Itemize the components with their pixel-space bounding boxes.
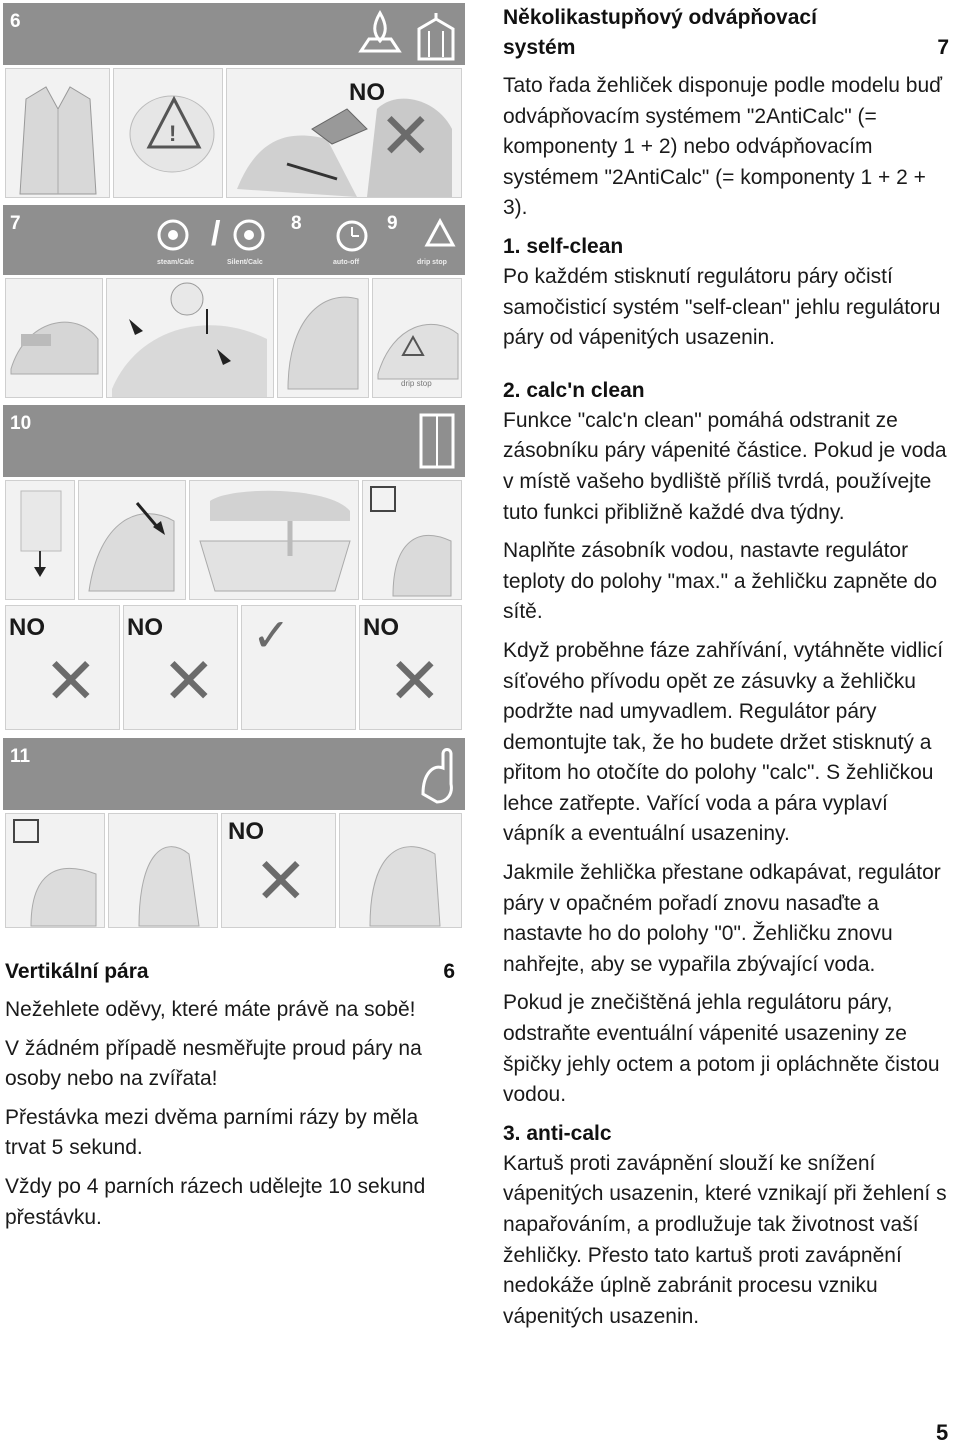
iron-upright-icon xyxy=(109,814,217,927)
vertical-steam-icon xyxy=(353,7,407,63)
calc-clean-paragraph: Funkce "calc'n clean" pomáhá odstranit ze zásobníku páry vápenité částice. Pokud je voda v místě vašeho bydliště příliš tvrdá, používejte tuto funkci přibližně každé dva týdny. xyxy=(503,408,947,524)
paragraph: Přestávka mezi dvěma parními rázy by měla trvat 5 sekund. xyxy=(5,1105,419,1160)
figure-iron-steam xyxy=(339,813,462,928)
section-title-line1: Několikastupňový odvápňovací xyxy=(503,6,817,29)
figure-fill-water xyxy=(5,480,75,600)
prohibited-x-icon: ✕ xyxy=(388,645,442,717)
iron-max-icon xyxy=(79,481,185,599)
iron-top-icon xyxy=(278,279,368,397)
steam-needle-icon xyxy=(107,279,273,397)
icon-caption: auto-off xyxy=(333,259,360,266)
figure-no-4 xyxy=(221,813,336,928)
figure-drip-stop xyxy=(372,278,462,398)
figure-ok xyxy=(241,605,356,730)
figure-band-10 xyxy=(3,405,465,477)
auto-off-clock-icon xyxy=(333,217,371,255)
figure-self-clean-needle xyxy=(106,278,274,398)
no-label: NO xyxy=(363,614,399,641)
calc-clean-paragraph: Pokud je znečištěná jehla regulátoru páry, odstraňte eventuální vápenité usazeniny ze špičky jehly octem a potom ji opláchněte čistou vodou. xyxy=(503,991,940,1107)
slash-separator: / xyxy=(211,215,221,253)
figure-no-2 xyxy=(123,605,238,730)
section-number: 6 xyxy=(443,960,455,983)
self-clean-paragraph: Po každém stisknutí regulátoru páry očistí samočisticí systém "self-clean" jehlu regulátoru páry od vápenitých usazenin. xyxy=(503,264,941,350)
iron-standing-icon xyxy=(363,481,461,599)
checkmark-icon: ✓ xyxy=(252,609,291,661)
section-title-line2: systém xyxy=(503,36,576,59)
illustration-column xyxy=(0,0,468,930)
figure-no-steam-on-person xyxy=(226,68,462,198)
figure-refill xyxy=(5,813,105,928)
figure-standing-iron xyxy=(108,813,218,928)
no-label: NO xyxy=(9,614,45,641)
intro-paragraph: Tato řada žehliček disponuje podle modelu buď odvápňovacím systémem "2AntiCalc" (= komponenty 1 + 2) nebo odvápňovacím systémem "2AntiCalc" (= komponenty 1 + 2 + 3). xyxy=(503,74,943,220)
figure-number-8: 8 xyxy=(291,213,302,234)
paragraph: Nežehlete oděvy, které máte právě na sobě! xyxy=(5,998,416,1021)
calc-clean-device-icon xyxy=(415,411,459,471)
figure-iron-side xyxy=(5,278,103,398)
anti-calc-paragraph: Kartuš proti zavápnění slouží ke snížení vápenitých usazenin, které vznikají při žehlení s napařováním, a prodlužuje tak životnost vaší žehličky. Přesto tato kartuš proti zavápnění nedokáže úplně zabránit procesu vzniku vápenitých usazenin. xyxy=(503,1151,947,1328)
icon-caption: steam/Calc xyxy=(157,259,194,266)
subsection-title-calc-clean: 2. calc'n clean xyxy=(503,378,645,402)
no-label: NO xyxy=(349,79,385,106)
figure-number-11: 11 xyxy=(10,746,31,767)
prohibited-x-icon: ✕ xyxy=(254,845,308,917)
section-heading-row xyxy=(5,957,463,987)
steam-warning-icon xyxy=(114,69,222,197)
figure-band-11 xyxy=(3,738,465,810)
iron-refill-icon xyxy=(6,814,104,927)
figure-jacket xyxy=(5,68,110,198)
figure-auto-off xyxy=(277,278,369,398)
decalcification-section xyxy=(503,3,953,1332)
figure-band-6 xyxy=(3,3,465,65)
hanging-garment-icon xyxy=(411,7,461,63)
prohibited-x-icon: ✕ xyxy=(162,645,216,717)
section-number: 7 xyxy=(937,36,949,59)
svg-text:!: ! xyxy=(169,121,177,146)
figure-no-1 xyxy=(5,605,120,730)
no-label: NO xyxy=(228,818,264,845)
calc-clean-paragraph: Jakmile žehlička přestane odkapávat, regulátor páry v opačném pořadí znovu nasaďte a nastavte ho do polohy "0". Žehličku znovu nahřejte, aby se vypařila zbývající voda. xyxy=(503,861,941,976)
anticalc-icon xyxy=(153,215,193,255)
subsection-title-self-clean: 1. self-clean xyxy=(503,234,624,258)
drip-stop-caption: drip stop xyxy=(401,379,432,388)
figure-number-9: 9 xyxy=(387,213,398,234)
figure-band-7-8-9 xyxy=(3,205,465,275)
prohibited-x-icon: ✕ xyxy=(379,100,433,172)
icon-caption: drip stop xyxy=(417,259,447,266)
calc-clean-paragraph: Naplňte zásobník vodou, nastavte regulátor teploty do polohy "max." a žehličku zapněte do sítě. xyxy=(503,539,938,624)
figure-steam-off xyxy=(362,480,462,600)
figure-number-6: 6 xyxy=(10,11,21,32)
paragraph: Vždy po 4 parních rázech udělejte 10 sekund přestávku. xyxy=(5,1174,426,1229)
prohibited-x-icon: ✕ xyxy=(44,645,98,717)
vertical-steam-section xyxy=(5,957,463,1233)
no-label: NO xyxy=(127,614,163,641)
silentcalc-icon xyxy=(229,215,269,255)
icon-caption: Silent/Calc xyxy=(227,259,263,266)
figure-number-7: 7 xyxy=(10,213,21,234)
paragraph: V žádném případě nesměřujte proud páry na osoby nebo na zvířata! xyxy=(5,1036,422,1091)
subsection-title-anti-calc: 3. anti-calc xyxy=(503,1121,612,1145)
drip-stop-icon xyxy=(423,217,457,255)
sink-icon xyxy=(190,481,358,599)
figure-set-max xyxy=(78,480,186,600)
jacket-icon xyxy=(6,69,109,197)
section-title: Vertikální pára xyxy=(5,960,149,983)
hand-press-icon xyxy=(413,744,461,804)
iron-side-icon xyxy=(6,279,102,397)
figure-no-3 xyxy=(359,605,462,730)
figure-warning-steam xyxy=(113,68,223,198)
figure-number-10: 10 xyxy=(10,413,32,434)
calc-clean-paragraph: Když proběhne fáze zahřívání, vytáhněte vidlicí síťového přívodu opět ze zásuvky a žehličku podržte nad umyvadlem. Regulátor páry demontujte tak, že ho budete držet stisknutý a přitom ho otočíte do polohy "calc". S žehličkou lehce zatřepte. Vařící voda a pára vyplaví vápník a eventuální usazeniny. xyxy=(503,638,944,846)
figure-hold-over-sink xyxy=(189,480,359,600)
water-tank-icon xyxy=(6,481,74,599)
page-number: 5 xyxy=(936,1420,949,1445)
section-heading-row xyxy=(503,33,953,63)
iron-steam-icon xyxy=(340,814,461,927)
